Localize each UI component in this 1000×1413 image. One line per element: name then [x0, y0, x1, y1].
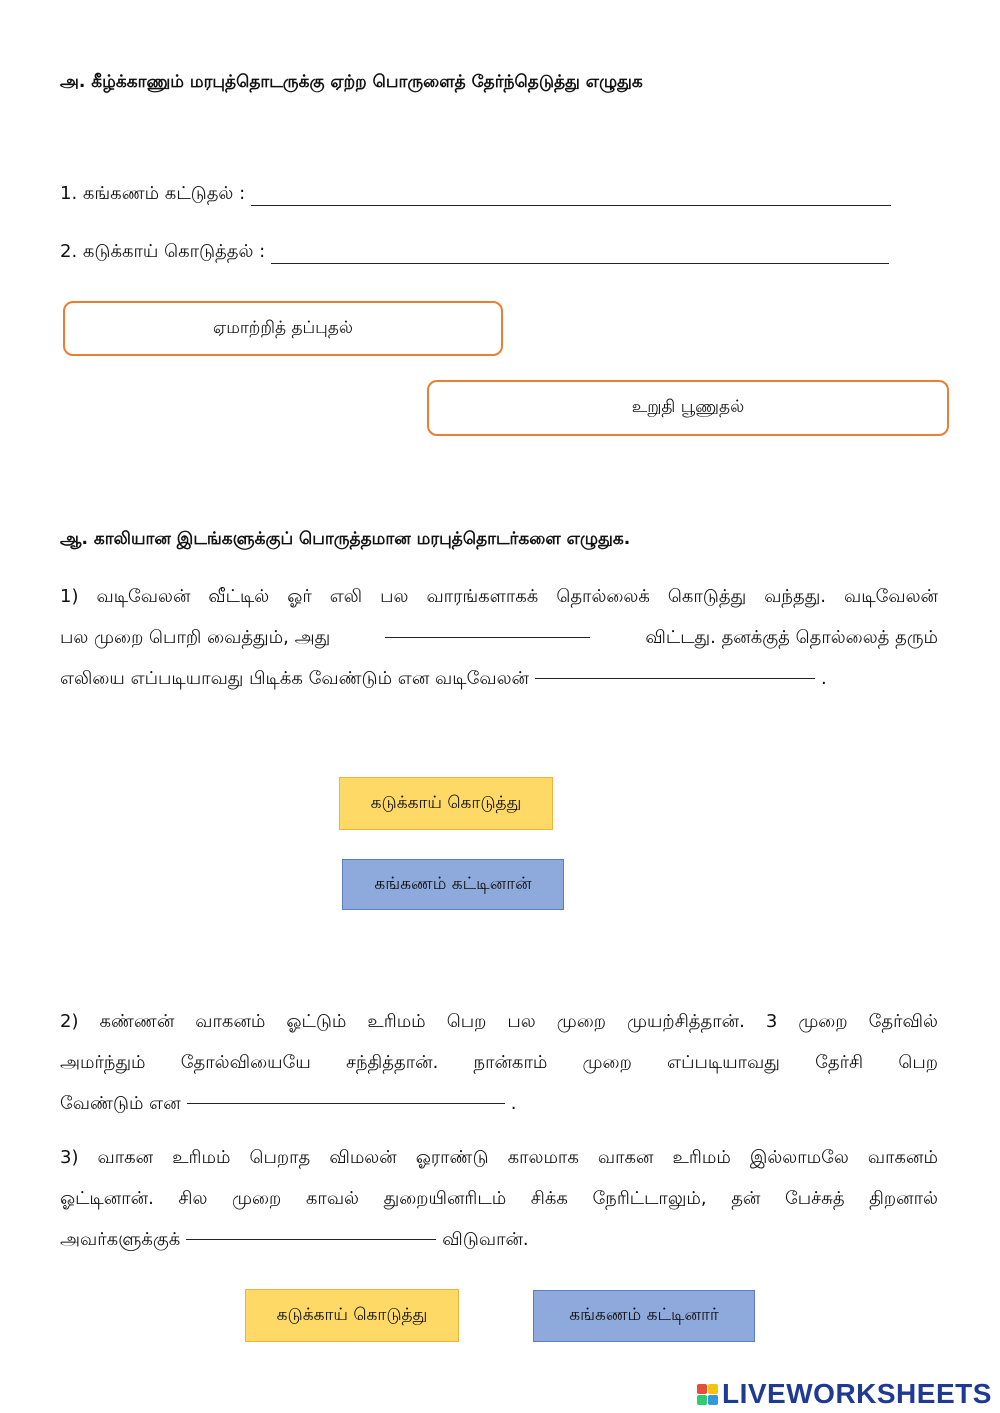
- word: துறையினரிடம்: [383, 1188, 507, 1209]
- word: 2): [60, 1011, 79, 1032]
- word: முறை: [232, 1188, 282, 1209]
- drag-tile-kanganam-2[interactable]: [533, 1290, 755, 1342]
- drag-tile-kanganam-1[interactable]: [342, 859, 564, 910]
- word: பல: [380, 586, 409, 607]
- paragraph-2-blank[interactable]: [187, 1083, 505, 1104]
- option-box-1-label: ஏமாற்றித் தப்புதல்: [212, 317, 354, 338]
- word: உரிமம்: [367, 1011, 426, 1032]
- paragraph-3-blank[interactable]: [186, 1219, 436, 1240]
- word: ஓட்டும்: [286, 1011, 347, 1032]
- word: வடிவேலன்: [844, 586, 938, 607]
- word: வாகன: [97, 1147, 154, 1168]
- word: சில: [178, 1188, 208, 1209]
- question-2-answer-blank[interactable]: [271, 245, 889, 264]
- word: வந்தது.: [764, 586, 827, 607]
- word: பெற: [446, 1011, 487, 1032]
- liveworksheets-wordmark: LIVEWORKSHEETS: [722, 1378, 992, 1409]
- word: ஓட்டினான்.: [60, 1188, 154, 1209]
- question-1-answer-blank[interactable]: [251, 187, 891, 206]
- word: 3: [765, 1011, 778, 1032]
- word: முறை: [798, 1011, 848, 1032]
- word: 1): [60, 586, 79, 607]
- word: தோல்வியையே: [180, 1052, 311, 1073]
- word: காலமாக: [507, 1147, 579, 1168]
- section-b-heading: ஆ. காலியான இடங்களுக்குப் பொருத்தமான மரபுத்தொடர்களை எழுதுக.: [60, 529, 631, 549]
- drag-tile-kanganam-2-label: கங்கணம் கட்டினார்: [569, 1305, 719, 1325]
- paragraph-1-blank-2[interactable]: [535, 658, 815, 679]
- word: உரிமம்: [172, 1147, 231, 1168]
- word: இல்லாமலே: [749, 1147, 849, 1168]
- paragraph-1-line-3: [60, 658, 938, 699]
- word: பெற: [898, 1052, 938, 1073]
- word: 3): [60, 1147, 79, 1168]
- word: நான்காம்: [473, 1052, 548, 1073]
- word: வாகன: [597, 1147, 654, 1168]
- paragraph-1: [60, 576, 938, 699]
- paragraph-1-line-1: [60, 576, 938, 617]
- word: தேர்வில்: [868, 1011, 938, 1032]
- liveworksheets-badge-icon: [697, 1384, 718, 1405]
- word: கண்ணன்: [99, 1011, 175, 1032]
- word: ஓர்: [287, 586, 312, 607]
- question-1-label: 1. கங்கணம் கட்டுதல் :: [60, 183, 246, 204]
- badge-cell: [708, 1395, 718, 1405]
- drag-tile-kadukkai-1-label: கடுக்காய் கொடுத்து: [370, 792, 522, 813]
- drag-tile-kanganam-1-label: கங்கணம் கட்டினான்: [374, 873, 532, 894]
- paragraph-1-line-3-before: எலியை எப்படியாவது பிடிக்க வேண்டும் என வடிவேலன்: [60, 668, 529, 689]
- paragraph-1-line-2: [60, 617, 938, 658]
- paragraph-3-line-3: [60, 1219, 938, 1260]
- word: வாரங்களாகக்: [426, 586, 539, 607]
- drag-tile-kadukkai-1[interactable]: [339, 777, 553, 830]
- option-box-1[interactable]: [63, 301, 503, 356]
- paragraph-3-line-1: [60, 1137, 938, 1178]
- paragraph-2-line-3-before: வேண்டும் என: [60, 1093, 181, 1114]
- word: திறனால்: [869, 1188, 938, 1209]
- word: முயற்சித்தான்.: [627, 1011, 745, 1032]
- badge-cell: [697, 1395, 707, 1405]
- paragraph-2-line-3-after: .: [510, 1093, 517, 1114]
- word: வாகனம்: [867, 1147, 938, 1168]
- paragraph-2-line-2: [60, 1042, 938, 1083]
- badge-cell: [697, 1384, 707, 1394]
- liveworksheets-logo[interactable]: [697, 1378, 992, 1410]
- word: சந்தித்தான்.: [346, 1052, 439, 1073]
- paragraph-1-line-3-after: .: [820, 668, 827, 689]
- word: பல: [507, 1011, 536, 1032]
- word: பேச்சுத்: [784, 1188, 845, 1209]
- paragraph-2-line-1: [60, 1001, 938, 1042]
- word: எப்படியாவது: [667, 1052, 780, 1073]
- option-box-2[interactable]: [427, 380, 949, 436]
- paragraph-2-line-3: [60, 1083, 938, 1124]
- word: வடிவேலன்: [96, 586, 191, 607]
- paragraph-3: [60, 1137, 938, 1260]
- word: வாகனம்: [195, 1011, 266, 1032]
- word: தொல்லைக்: [556, 586, 650, 607]
- question-2: [60, 241, 893, 264]
- word: விமலன்: [329, 1147, 397, 1168]
- word: வீட்டில்: [208, 586, 270, 607]
- drag-tile-kadukkai-2[interactable]: [245, 1289, 459, 1342]
- section-a-heading: அ. கீழ்க்காணும் மரபுத்தொடருக்கு ஏற்ற பொருளைத் தேர்ந்தெடுத்து எழுதுக: [60, 72, 643, 92]
- paragraph-3-line-3-before: அவர்களுக்குக்: [60, 1229, 181, 1250]
- word: உரிமம்: [672, 1147, 731, 1168]
- paragraph-1-line-2-after: விட்டது. தனக்குத் தொல்லைத் தரும்: [645, 627, 938, 648]
- word: முறை: [582, 1052, 632, 1073]
- badge-cell: [708, 1384, 718, 1394]
- word: பெறாத: [249, 1147, 311, 1168]
- word: சிக்க: [530, 1188, 568, 1209]
- word: தன்: [731, 1188, 761, 1209]
- word: தேர்சி: [815, 1052, 864, 1073]
- word: கொடுத்து: [667, 586, 747, 607]
- paragraph-3-line-2: [60, 1178, 938, 1219]
- paragraph-3-line-3-after: விடுவான்.: [442, 1229, 529, 1250]
- question-2-label: 2. கடுக்காய் கொடுத்தல் :: [60, 241, 266, 262]
- word: முறை: [556, 1011, 606, 1032]
- paragraph-2: [60, 1001, 938, 1124]
- paragraph-1-line-2-before: பல முறை பொறி வைத்தும், அது: [60, 627, 331, 648]
- question-1: [60, 183, 895, 206]
- word: அமர்ந்தும்: [60, 1052, 146, 1073]
- option-box-2-label: உறுதி பூணுதல்: [631, 397, 745, 417]
- word: ஓராண்டு: [415, 1147, 489, 1168]
- paragraph-1-blank-1[interactable]: [385, 617, 590, 638]
- word: நேரிட்டாலும்,: [592, 1188, 707, 1209]
- word: எலி: [329, 586, 363, 607]
- drag-tile-kadukkai-2-label: கடுக்காய் கொடுத்து: [276, 1304, 428, 1325]
- word: காவல்: [305, 1188, 359, 1209]
